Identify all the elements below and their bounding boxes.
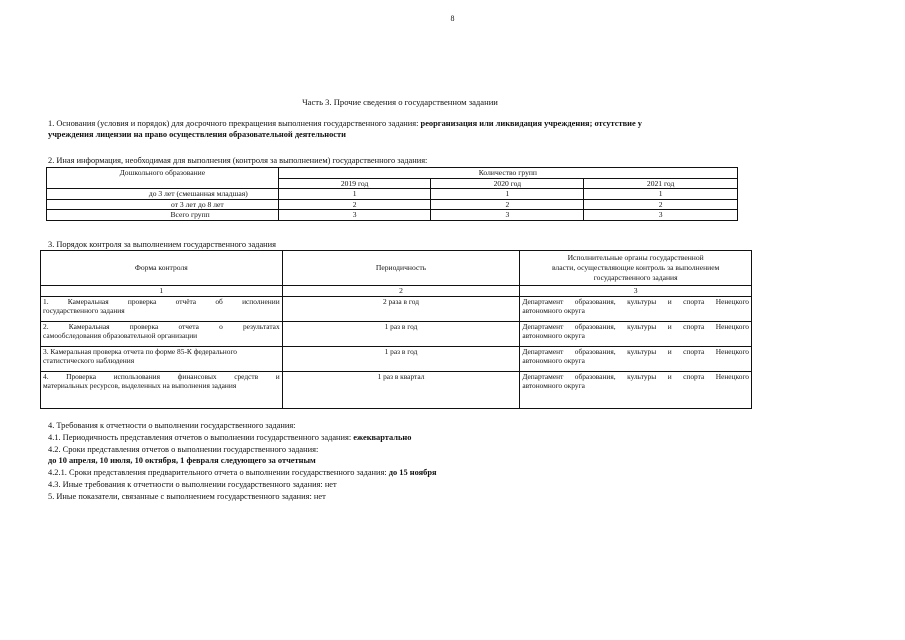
control-authority-line: Департамент образования, культуры и спорта Ненецкого (522, 371, 749, 381)
cell-value: 3 (431, 210, 584, 221)
cell-value: 1 (431, 189, 584, 200)
section-1-bold-1: реорганизация или ликвидация учреждения; отсутствие у (420, 119, 642, 128)
table-row (47, 210, 738, 221)
table-row (41, 346, 752, 371)
control-form (41, 321, 283, 346)
section-4-2: 4.2. Сроки представления отчетов о выполнении государственного задания: (48, 444, 319, 454)
section-4-2-bold (48, 455, 768, 467)
header-periodicity: Периодичность (282, 251, 520, 286)
groups-group-header: Количество групп (278, 168, 737, 179)
header-authority-line: Исполнительные органы государственной (567, 253, 704, 262)
control-authority-line: Департамент образования, культуры и спорта Ненецкого (522, 321, 749, 331)
cell-value: 1 (278, 189, 431, 200)
control-authority-line: автономного округа (522, 356, 585, 365)
column-number: 2 (282, 286, 520, 297)
section-4-2-deadlines: до 10 апреля, 10 июля, 10 октября, 1 февраля следующего за отчетным (48, 456, 316, 466)
table-row (47, 189, 738, 200)
section-4-heading: 4. Требования к отчетности о выполнении государственного задания: (48, 421, 296, 430)
section-1-line-2 (48, 130, 748, 141)
control-table (40, 250, 752, 409)
cell-value: 3 (584, 210, 738, 221)
control-form (41, 296, 283, 321)
section-3-heading: 3. Порядок контроля за выполнением государственного задания (48, 240, 276, 249)
table-row (47, 199, 738, 210)
control-periodicity: 2 раза в год (282, 296, 520, 321)
cell-value: 3 (278, 210, 431, 221)
section-4-1-bold: ежеквартально (353, 432, 412, 442)
section-4-3: 4.3. Иные требования к отчетности о выполнении государственного задания: нет (48, 479, 337, 489)
control-form-line: материальных ресурсов, выделенных на выполнения задания (43, 381, 237, 390)
control-form-line: государственного задания (43, 306, 125, 315)
section-4-2-1-bold: до 15 ноября (388, 468, 437, 478)
table-row (41, 371, 752, 408)
section-4-2-1-prefix: 4.2.1. Сроки представления предварительного отчета о выполнении государственного задания: (48, 468, 389, 478)
section-1-prefix: 1. Основания (условия и порядок) для досрочного прекращения выполнения государственного задания: (48, 119, 421, 128)
section-4-2-1 (48, 467, 768, 479)
control-header-row (41, 251, 752, 286)
control-authority-line: автономного округа (522, 381, 585, 390)
section-1-bold-2: учреждения лицензии на право осуществления образовательной деятельности (48, 129, 346, 139)
year-header: 2019 год (278, 178, 431, 189)
control-authority (520, 321, 752, 346)
control-authority-line: автономного округа (522, 331, 585, 340)
section-2-heading: 2. Иная информация, необходимая для выполнения (контроля за выполнением) государственного задания: (48, 156, 428, 165)
table-row (41, 321, 752, 346)
control-form (41, 371, 283, 408)
header-authority-line: государственного задания (593, 273, 678, 282)
groups-header-row (47, 168, 738, 179)
control-periodicity: 1 раз в год (282, 346, 520, 371)
section-1 (48, 119, 748, 140)
section-4 (48, 420, 768, 503)
section-4-1-prefix: 4.1. Периодичность представления отчетов о выполнении государственного задания: (48, 432, 354, 442)
header-authority (520, 251, 752, 286)
control-form-line: 4. Проверка использования финансовых средств и (43, 371, 280, 381)
table-row (41, 296, 752, 321)
control-authority-line: Департамент образования, культуры и спорта Ненецкого (522, 296, 749, 306)
control-periodicity: 1 раз в год (282, 321, 520, 346)
control-authority (520, 346, 752, 371)
control-authority-line: Департамент образования, культуры и спорта Ненецкого (522, 346, 749, 356)
year-header: 2021 год (584, 178, 738, 189)
section-5: 5. Иные показатели, связанные с выполнением государственного задания: нет (48, 491, 326, 501)
control-authority (520, 296, 752, 321)
header-authority-line: власти, осуществляющие контроль за выполнением (551, 263, 720, 272)
control-form-line: статистического наблюдения (43, 356, 135, 365)
control-form-line: 1. Камеральная проверка отчёта об исполнении (43, 296, 280, 306)
header-form: Форма контроля (41, 251, 283, 286)
year-header: 2020 год (431, 178, 584, 189)
row-label: Всего групп (47, 210, 279, 221)
control-form-line: 3. Камеральная проверка отчета по форме 85-К федерального (43, 346, 237, 356)
control-authority (520, 371, 752, 408)
cell-value: 1 (584, 189, 738, 200)
control-periodicity: 1 раз в квартал (282, 371, 520, 408)
groups-table (46, 167, 738, 221)
row-label: от 3 лет до 8 лет (47, 199, 279, 210)
page-number: 8 (450, 14, 455, 23)
cell-value: 2 (278, 199, 431, 210)
control-authority-line: автономного округа (522, 306, 585, 315)
control-form-line: самообследования образовательной организации (43, 331, 198, 340)
cell-value: 2 (431, 199, 584, 210)
column-number: 3 (520, 286, 752, 297)
row-label: до 3 лет (смешанная младшая) (47, 189, 279, 200)
column-number-row (41, 286, 752, 297)
column-number: 1 (41, 286, 283, 297)
part-title: Часть 3. Прочие сведения о государственном задании (302, 97, 498, 107)
cell-value: 2 (584, 199, 738, 210)
section-1-line-1 (48, 119, 748, 130)
section-4-1 (48, 432, 768, 444)
control-form-line: 2. Камеральная проверка отчета о результатах (43, 321, 280, 331)
control-form (41, 346, 283, 371)
groups-corner-label: Дошкольного образование (47, 168, 279, 189)
